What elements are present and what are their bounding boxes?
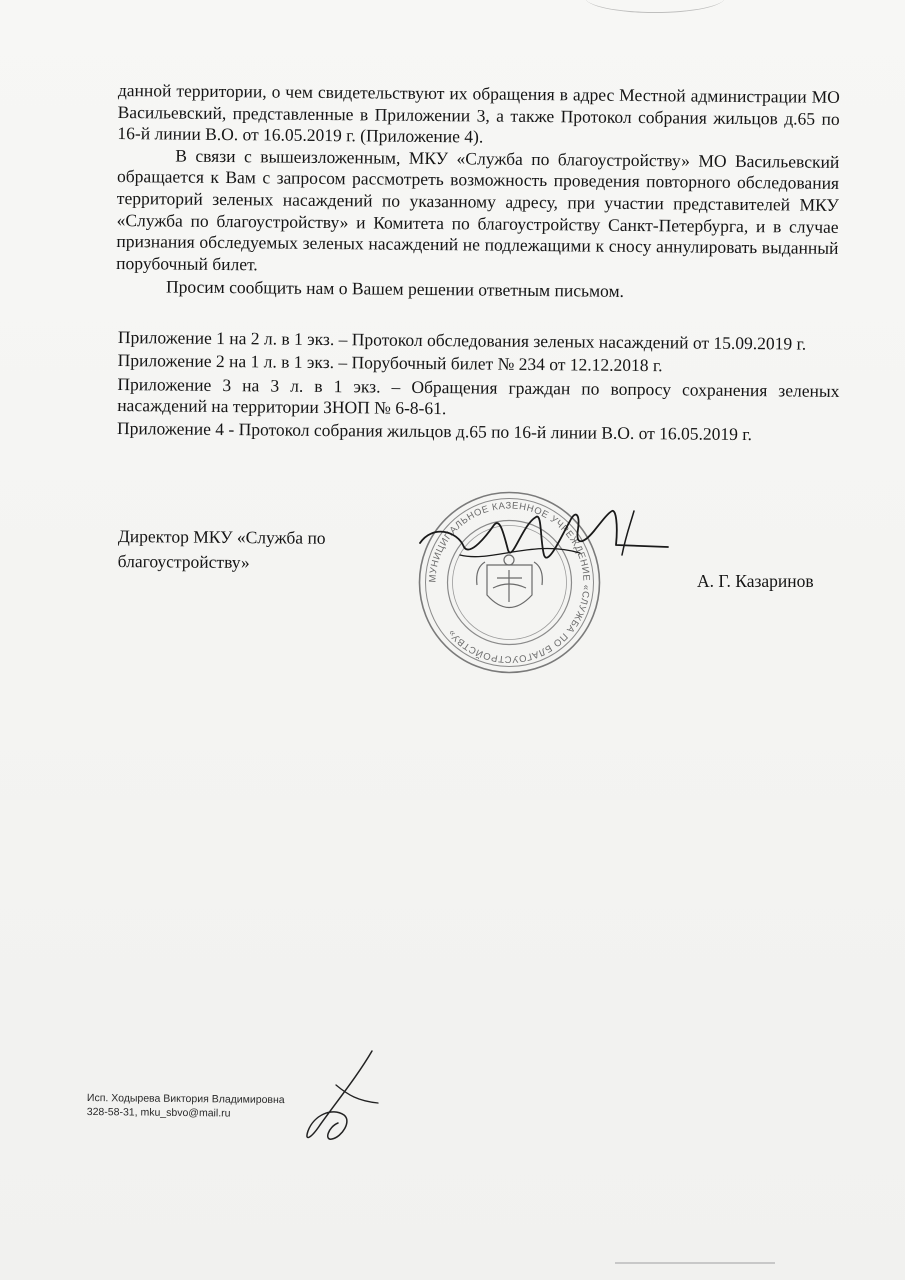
attachment-item-2: Приложение 2 на 1 л. в 1 экз. – Порубочный билет № 234 от 12.12.2018 г. <box>117 350 663 376</box>
body-paragraph-2: В связи с вышеизложенным, МКУ «Служба по благоустройству» МО Васильевский обращается к Вам с запросом рассмотреть возможность проведения повторного обследования территорий зеленых насаждений по указанному адресу, при участии представителей МКУ «Служба по благоустройству» и Комитета по благоустройству Санкт-Петербурга, и в случае признания обследуемых зеленых насаждений не подлежащими к сносу аннулировать выданный порубочный билет. <box>116 145 840 275</box>
corner-mark <box>585 0 725 13</box>
attachments-list <box>117 327 840 448</box>
signatory-name: А. Г. Казаринов <box>697 571 814 591</box>
attachment-item-1: Приложение 1 на 2 л. в 1 экз. – Протокол обследования зеленых насаждений от 15.09.2019 г. <box>117 327 807 354</box>
signatory-title: Директор МКУ «Служба по благоустройству» <box>117 525 326 573</box>
executor-info <box>87 1091 285 1121</box>
executor-name: Исп. Ходырева Виктория Владимировна <box>86 1092 285 1107</box>
body-paragraph-1: данной территории, о чем свидетельствуют их обращения в адрес Местной администрации МО Васильевский, представленные в Приложении 3, а также Протокол собрания жильцов д.65 по 16-й линии В.О. от 16.05.2019 г. (Приложение 4). <box>117 80 840 147</box>
page-edge-mark <box>615 1262 775 1264</box>
attachment-item-4: Приложение 4 - Протокол собрания жильцов д.65 по 16-й линии В.О. от 16.05.2019 г. <box>116 418 753 445</box>
body-paragraph-3: Просим сообщить нам о Вашем решении ответным письмом. <box>165 276 625 302</box>
attachment-item-3: Приложение 3 на 3 л. в 1 экз. – Обращения граждан по вопросу сохранения зеленых насаждений на территории ЗНОП № 6-8-61. <box>117 373 840 419</box>
executor-signature <box>298 1045 383 1145</box>
executor-contacts: 328-58-31, mku_sbvo@mail.ru <box>86 1105 231 1120</box>
director-signature <box>412 495 672 580</box>
stamp-ring-text: МУНИЦИПАЛЬНОЕ КАЗЕННОЕ УЧРЕЖДЕНИЕ «СЛУЖБА ПО БЛАГОУСТРОЙСТВУ» <box>427 500 592 665</box>
letter-body <box>116 80 840 305</box>
